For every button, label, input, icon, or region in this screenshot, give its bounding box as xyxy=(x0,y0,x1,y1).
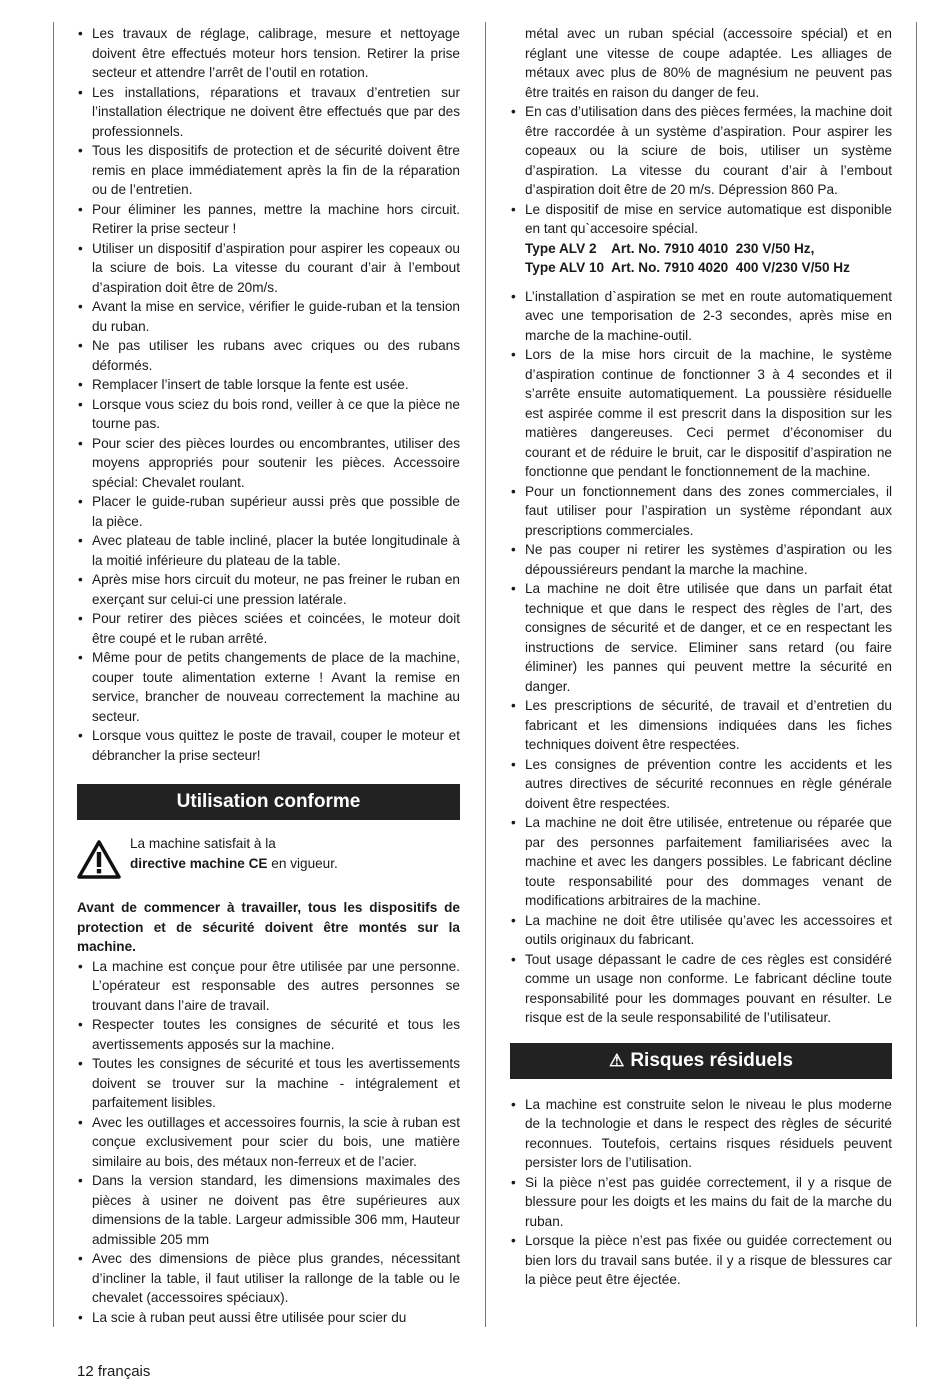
list-item: • Lorsque vous sciez du bois rond, veiller à ce que la pièce ne tourne pas. xyxy=(77,395,460,434)
list-item: • Les travaux de réglage, calibrage, mesure et nettoyage doivent être effectués moteur hors tension. Retirer la prise secteur et attendre l’arrêt de l’outil en rotation. xyxy=(77,24,460,83)
list-item: • Placer le guide-ruban supérieur aussi près que possible de la pièce. xyxy=(77,492,460,531)
list-item: • Tout usage dépassant le cadre de ces règles est considéré comme un usage non conforme. Le fabricant décline toute responsabilité pour les dommages pouvant en résulter. Le risque est de la seule responsabilité de l’utilisateur. xyxy=(510,950,892,1028)
ce-line2 xyxy=(130,854,338,874)
ce-directive: directive machine CE xyxy=(130,855,268,871)
list-item: • La machine est conçue pour être utilisée par une personne. L’opérateur est responsable des autres personnes se trouvant dans l’aire de travail. xyxy=(77,957,460,1016)
list-item: • Même pour de petits changements de place de la machine, couper toute alimentation externe ! Avant la remise en service, brancher de nouveau correctement la machine au secteur. xyxy=(77,648,460,726)
section-heading-risques xyxy=(510,1043,892,1079)
list-item: • Les installations, réparations et travaux d’entretien sur l’installation électrique ne doivent être effectués que par des professionnels. xyxy=(77,83,460,142)
list-item: • Remplacer l’insert de table lorsque la fente est usée. xyxy=(77,375,460,395)
ce-text xyxy=(130,834,338,873)
warning-triangle-icon xyxy=(77,840,121,880)
conformity-list xyxy=(510,287,892,1028)
column-rule-right xyxy=(916,22,917,1327)
ce-line1: La machine satisfait à la xyxy=(130,836,276,851)
type-alv2-line: Type ALV 2 Art. No. 7910 4010 230 V/50 Hz, xyxy=(525,240,815,256)
column-rule-middle xyxy=(485,22,486,1327)
ce-rest: en vigueur. xyxy=(267,855,338,871)
list-item: • Tous les dispositifs de protection et de sécurité doivent être remis en place immédiatement après la fin de la réparation ou de l’entretien. xyxy=(77,141,460,200)
section-heading-utilisation: Utilisation conforme xyxy=(77,784,460,820)
list-item: • La machine ne doit être utilisée qu’avec les accessoires et outils originaux du fabricant. xyxy=(510,911,892,950)
warning-triangle-icon: ⚠ xyxy=(609,1050,625,1070)
list-item xyxy=(510,200,892,278)
list-item: • Toutes les consignes de sécurité et tous les avertissements doivent se trouver sur la machine - intégralement et parfaitement lisibles. xyxy=(77,1054,460,1113)
page-footer: 12 français xyxy=(77,1363,151,1380)
list-item: • La machine ne doit être utilisée, entretenue ou réparée que par des personnes parfaitement familiarisées avec la machine et avec les dangers possibles. Le fabricant décline toute responsabilité pour des dommages venant de modifications arbitraires de la machine. xyxy=(510,813,892,911)
list-item: • Pour un fonctionnement dans des zones commerciales, il faut utiliser pour l’aspiration un système répondant aux prescriptions commerciales. xyxy=(510,482,892,541)
list-item: • L’installation d`aspiration se met en route automatiquement avec une temporisation de 2-3 secondes, après mise en marche de la machine-outil. xyxy=(510,287,892,346)
list-item: • Les consignes de prévention contre les accidents et les autres directives de sécurité reconnues en règle générale doivent être respectées. xyxy=(510,755,892,814)
list-item: • Utiliser un dispositif d’aspiration pour aspirer les copeaux ou la sciure de bois. La vitesse du courant d’air à l’embout d’aspiration doit être de 20m/s. xyxy=(77,239,460,298)
list-item: • Après mise hors circuit du moteur, ne pas freiner le ruban en exerçant sur celui-ci une pression latérale. xyxy=(77,570,460,609)
list-item: • Avec les outillages et accessoires fournis, la scie à ruban est conçue exclusivement pour scier du bois, une matière similaire au bois, des métaux non-ferreux et de l’acier. xyxy=(77,1113,460,1172)
list-item: • En cas d’utilisation dans des pièces fermées, la machine doit être raccordée à un système d’aspiration. Pour aspirer les copeaux ou la sciure de bois, utiliser un système d’aspiration. La vitesse du courant d’air à l’embout d’aspiration doit être de 20 m/s. Dépression 860 Pa. xyxy=(510,102,892,200)
safety-list-top xyxy=(77,24,460,765)
list-item: • La machine ne doit être utilisée que dans un parfait état technique et que dans le respect des règles de l’art, des consignes de sécurité et de danger, et ce en respectant les instructions de service. Eliminer sans retard (ou faire éliminer) les pannes qui peuvent mettre la sécurité en danger. xyxy=(510,579,892,696)
ce-notice xyxy=(77,834,460,880)
list-item: • Lorsque vous quittez le poste de travail, couper le moteur et débrancher la prise secteur! xyxy=(77,726,460,765)
list-item: • Pour scier des pièces lourdes ou encombrantes, utiliser des moyens appropriés pour soutenir les pièces. Accessoire spécial: Chevalet roulant. xyxy=(77,434,460,493)
intro-paragraph: Avant de commencer à travailler, tous les dispositifs de protection et de sécurité doivent être montés sur la machine. xyxy=(77,900,460,954)
list-item: • La machine est construite selon le niveau le plus moderne de la technologie et dans le respect des règles de sécurité reconnues. Toutefois, certains risques résiduels peuvent persister lors de l’utilisation. xyxy=(510,1095,892,1173)
list-item: • Pour retirer des pièces sciées et coincées, le moteur doit être coupé et le ruban arrêté. xyxy=(77,609,460,648)
list-item: • Lorsque la pièce n’est pas fixée ou guidée correctement ou bien lors du travail sans butée. il y a risque de blessures car la pièce peut être éjectée. xyxy=(510,1231,892,1290)
aspiration-list xyxy=(510,102,892,278)
list-item: • Si la pièce n’est pas guidée correctement, il y a risque de blessure pour les doigts et les mains du fait de la marche du ruban. xyxy=(510,1173,892,1232)
list-item: • Avec des dimensions de pièce plus grandes, nécessitant d’incliner la table, il faut utiliser la rallonge de la table ou le chevalet (accessoires spéciaux). xyxy=(77,1249,460,1308)
list-item: • La scie à ruban peut aussi être utilisée pour scier du xyxy=(77,1308,460,1328)
risks-list xyxy=(510,1095,892,1290)
continuation-text: métal avec un ruban spécial (accessoire spécial) et en réglant une vitesse de coupe adaptée. Les alliages de métaux avec plus de 80% de magnésium ne peuvent pas être traités en raison du danger de feu. xyxy=(525,26,892,100)
list-item: • Dans la version standard, les dimensions maximales des pièces à usiner ne doivent pas être supérieures aux dimensions de la table. Largeur admissible 306 mm, Hauteur admissible 205 mm xyxy=(77,1171,460,1249)
list-item: • Avant la mise en service, vérifier le guide-ruban et la tension du ruban. xyxy=(77,297,460,336)
type-alv10-line: Type ALV 10 Art. No. 7910 4020 400 V/230 V/50 Hz xyxy=(525,260,850,275)
left-column xyxy=(77,24,460,1327)
list-item: • Ne pas utiliser les rubans avec criques ou des rubans déformés. xyxy=(77,336,460,375)
list-item: • Respecter toutes les consignes de sécurité et tous les avertissements apposés sur la machine. xyxy=(77,1015,460,1054)
usage-list xyxy=(77,957,460,1328)
risques-heading-label: Risques résiduels xyxy=(630,1049,793,1071)
list-item: • Lors de la mise hors circuit de la machine, le système d’aspiration continue de fonctionner 3 à 4 secondes et il s’arrête ensuite automatiquement. La poussière résiduelle est aspirée comme il est prescrit dans la disposition sur les matières dangereuses. Ceci permet d’économiser du courant et de réduire le bruit, car le dispositif d’aspiration ne fonctionne que pendant le fonctionnement de la machine. xyxy=(510,345,892,482)
list-item: • Ne pas couper ni retirer les systèmes d’aspiration ou les dépoussiéreurs pendant la marche la machine. xyxy=(510,540,892,579)
right-column xyxy=(510,24,892,1290)
dispositif-text: • Le dispositif de mise en service automatique est disponible en tant qu`accesoire spécial. xyxy=(525,201,892,236)
column-rule-left xyxy=(53,22,54,1327)
list-item: • Les prescriptions de sécurité, de travail et d’entretien du fabricant et les dimensions indiquées dans les fiches techniques doivent être respectées. xyxy=(510,696,892,755)
list-item: • Avec plateau de table incliné, placer la butée longitudinale à la moitié inférieure du plateau de la table. xyxy=(77,531,460,570)
list-item: • Pour éliminer les pannes, mettre la machine hors circuit. Retirer la prise secteur ! xyxy=(77,200,460,239)
